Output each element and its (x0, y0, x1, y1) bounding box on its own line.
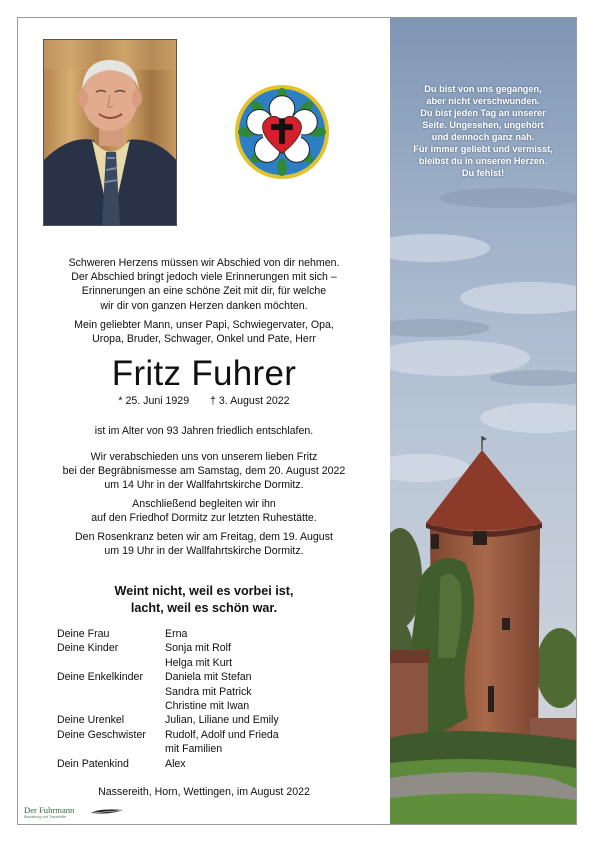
family-names: mit Familien (165, 743, 223, 756)
rosary-line: Den Rosenkranz beten wir am Freitag, dem 19. August (75, 531, 333, 543)
family-row (57, 656, 279, 670)
relations-line: Uropa, Bruder, Schwager, Onkel und Pate, Herr (92, 333, 316, 346)
family-relation: Deine Enkelkinder (57, 671, 143, 684)
family-relation: Deine Geschwister (57, 728, 146, 741)
portrait-image (44, 40, 177, 226)
family-names: Erna (165, 628, 188, 640)
poem-line: aber nicht verschwunden. (426, 96, 540, 106)
poem-line: Für immer geliebt und vermisst, (413, 144, 553, 154)
logo-tagline: Bestattung und Trauerhilfe (24, 815, 67, 819)
intro-line: wir dir von ganzen Herzen danken möchten. (100, 299, 308, 312)
family-names: Christine mit Iwan (165, 700, 250, 713)
family-row (57, 713, 279, 727)
memorial-motto (18, 583, 390, 617)
family-row (57, 627, 279, 641)
logo-feather-icon (90, 807, 124, 817)
poem-line: Du bist jeden Tag an unserer (420, 108, 546, 118)
obituary-card (17, 17, 577, 825)
motto-line: lacht, weil es schön war. (130, 601, 278, 615)
funeral-line: bei der Begräbnismesse am Samstag, dem 20. August 2022 (62, 465, 346, 478)
family-relation (57, 685, 165, 699)
rosary-text (18, 530, 390, 558)
family-row (57, 728, 279, 742)
place-and-date: Nassereith, Horn, Wettingen, im August 2022 (98, 786, 310, 798)
intro-text (18, 256, 390, 313)
relations-intro (18, 318, 390, 346)
poem-line: Seite. Ungesehen, ungehört (422, 120, 544, 130)
death-date: † 3. August 2022 (210, 395, 290, 407)
passed-line: ist im Alter von 93 Jahren friedlich entschlafen. (94, 425, 314, 437)
family-names: Sandra mit Patrick (165, 685, 252, 698)
family-row (57, 685, 279, 699)
family-row (57, 699, 279, 713)
life-dates (18, 395, 390, 407)
family-names: Helga mit Kurt (165, 656, 233, 669)
rosary-line: um 19 Uhr in der Wallfahrtskirche Dormitz. (104, 545, 304, 558)
poem-line: und dennoch ganz nah. (431, 132, 535, 142)
logo-name: Der Fuhrmann (24, 805, 75, 815)
poem-line: Du fehlst! (461, 168, 505, 178)
luther-rose-icon (233, 83, 331, 181)
family-relation (57, 699, 165, 713)
birth-date: * 25. Juni 1929 (118, 395, 190, 407)
family-names: Alex (165, 757, 186, 770)
funeral-home-logo (24, 805, 134, 821)
family-row (57, 670, 279, 684)
memorial-poem (390, 83, 576, 179)
family-relation: Deine Kinder (57, 642, 119, 655)
motto-line: Weint nicht, weil es vorbei ist, (114, 584, 294, 598)
funeral-text (18, 450, 390, 493)
family-relation: Deine Urenkel (57, 714, 125, 727)
intro-line: Schweren Herzens müssen wir Abschied von dir nehmen. (68, 257, 340, 269)
family-relation: Deine Frau (57, 628, 110, 640)
funeral-line: Wir verabschieden uns von unserem lieben Fritz (90, 451, 318, 463)
portrait-photo (43, 39, 177, 226)
poem-line: bleibst du in unseren Herzen. (418, 156, 548, 166)
family-names: Julian, Liliane und Emily (165, 714, 279, 727)
family-names: Sonja mit Rolf (165, 642, 231, 655)
family-names: Daniela mit Stefan (165, 671, 252, 684)
family-relation (57, 656, 165, 670)
family-row (57, 757, 279, 771)
memorial-picture-column (390, 18, 576, 824)
family-names: Rudolf, Adolf und Frieda (165, 728, 279, 741)
intro-line: Der Abschied bringt jedoch viele Erinnerungen mit sich – (71, 271, 337, 284)
family-relation (57, 742, 165, 756)
deceased-name: Fritz Fuhrer (111, 354, 297, 393)
burial-line: auf den Friedhof Dormitz zur letzten Ruhestätte. (91, 512, 317, 525)
relations-line: Mein geliebter Mann, unser Papi, Schwiegervater, Opa, (74, 319, 334, 331)
burial-text (18, 497, 390, 525)
family-row (57, 641, 279, 655)
passed-text (18, 424, 390, 438)
family-relation: Dein Patenkind (57, 757, 129, 770)
poem-line: Du bist von uns gegangen, (424, 84, 542, 94)
intro-line: Erinnerungen an eine schöne Zeit mit dir, für welche (81, 285, 327, 298)
obituary-text-column (18, 18, 390, 824)
funeral-line: um 14 Uhr in der Wallfahrtskirche Dormitz. (104, 479, 304, 492)
family-row (57, 742, 279, 756)
burial-line: Anschließend begleiten wir ihn (132, 498, 276, 510)
family-list (57, 627, 279, 771)
